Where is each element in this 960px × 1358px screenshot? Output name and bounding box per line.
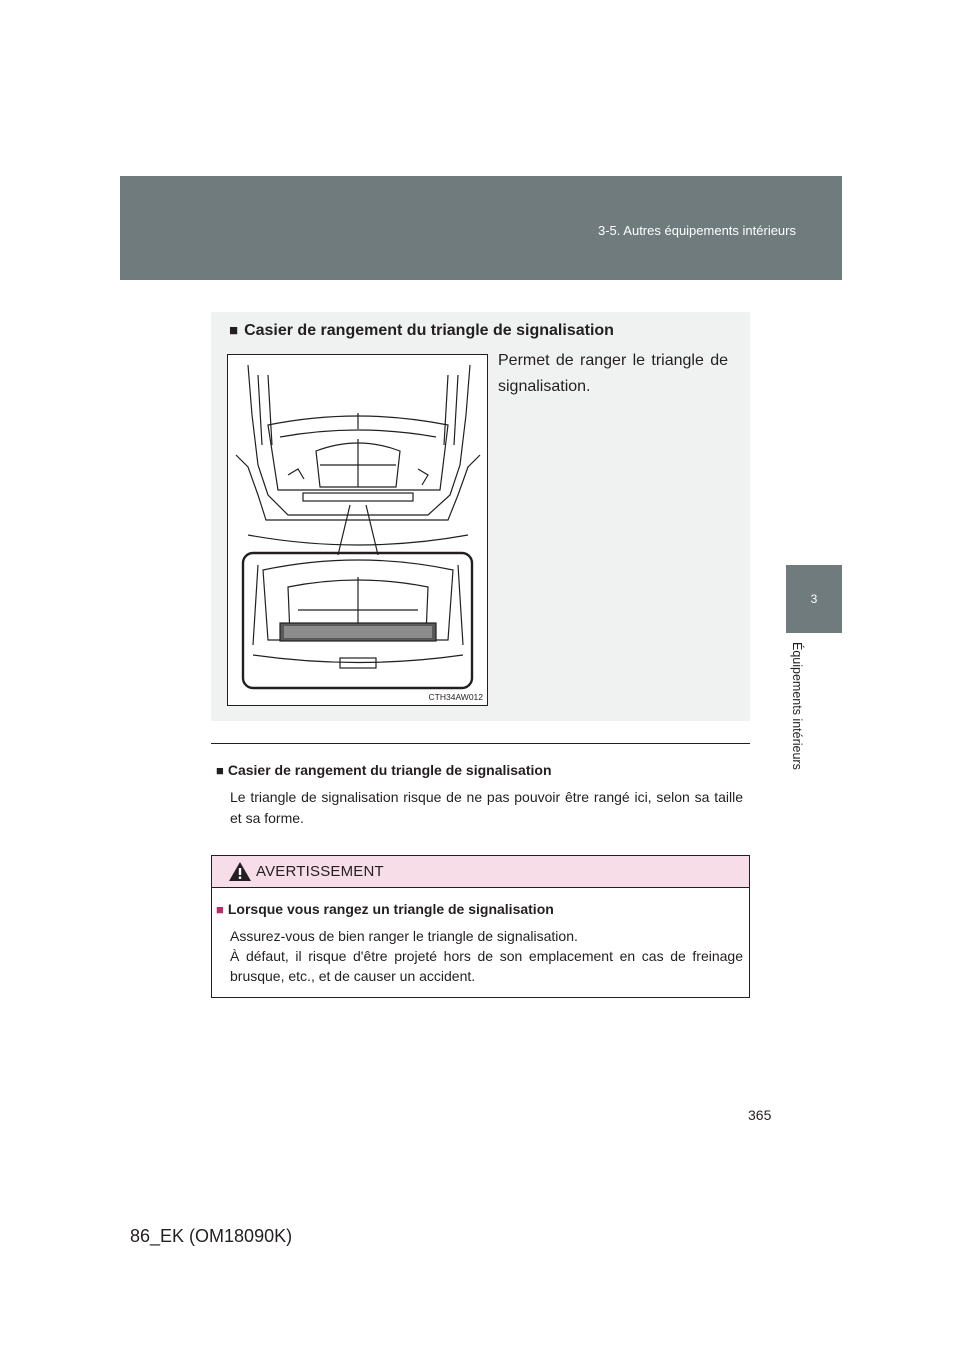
warning-label: AVERTISSEMENT: [256, 863, 384, 880]
trunk-drawing: [228, 355, 487, 705]
feature-title-text: Casier de rangement du triangle de signalisation: [244, 322, 614, 339]
warning-box: [211, 855, 750, 998]
feature-caption: Permet de ranger le triangle de signalisation.: [498, 352, 728, 395]
trunk-illustration: [227, 354, 488, 706]
page-number: 365: [748, 1107, 772, 1123]
header-band: [120, 176, 842, 280]
bullet-square: ■: [229, 322, 239, 339]
illustration-code: CTH34AW012: [428, 692, 483, 702]
chapter-number: 3: [810, 592, 818, 606]
section-divider: [211, 743, 750, 744]
warning-icon: [228, 861, 252, 882]
bullet-square: ■: [216, 902, 224, 917]
section-title: 3-5. Autres équipements intérieurs: [598, 223, 796, 238]
warning-line-1: Assurez-vous de bien ranger le triangle de signalisation.: [230, 928, 578, 944]
chapter-tab: [786, 565, 842, 633]
warning-subtitle: [216, 901, 554, 917]
bullet-square: ■: [216, 763, 224, 778]
note-body: Le triangle de signalisation risque de ne pas pouvoir être rangé ici, selon sa taille et sa forme.: [230, 789, 743, 826]
footer-code: 86_EK (OM18090K): [130, 1226, 293, 1246]
chapter-label: Équipements intérieurs: [790, 642, 804, 770]
warning-body: [230, 926, 743, 986]
note-title-text: Casier de rangement du triangle de signalisation: [227, 762, 552, 778]
feature-title: [229, 322, 614, 340]
note-title: [216, 762, 552, 778]
warning-line-2: À défaut, il risque d'être projeté hors de son emplacement en cas de freinage brusque, etc., et de causer un accident.: [230, 948, 743, 984]
warning-subtitle-text: Lorsque vous rangez un triangle de signalisation: [227, 901, 554, 917]
warning-header: [212, 856, 749, 888]
